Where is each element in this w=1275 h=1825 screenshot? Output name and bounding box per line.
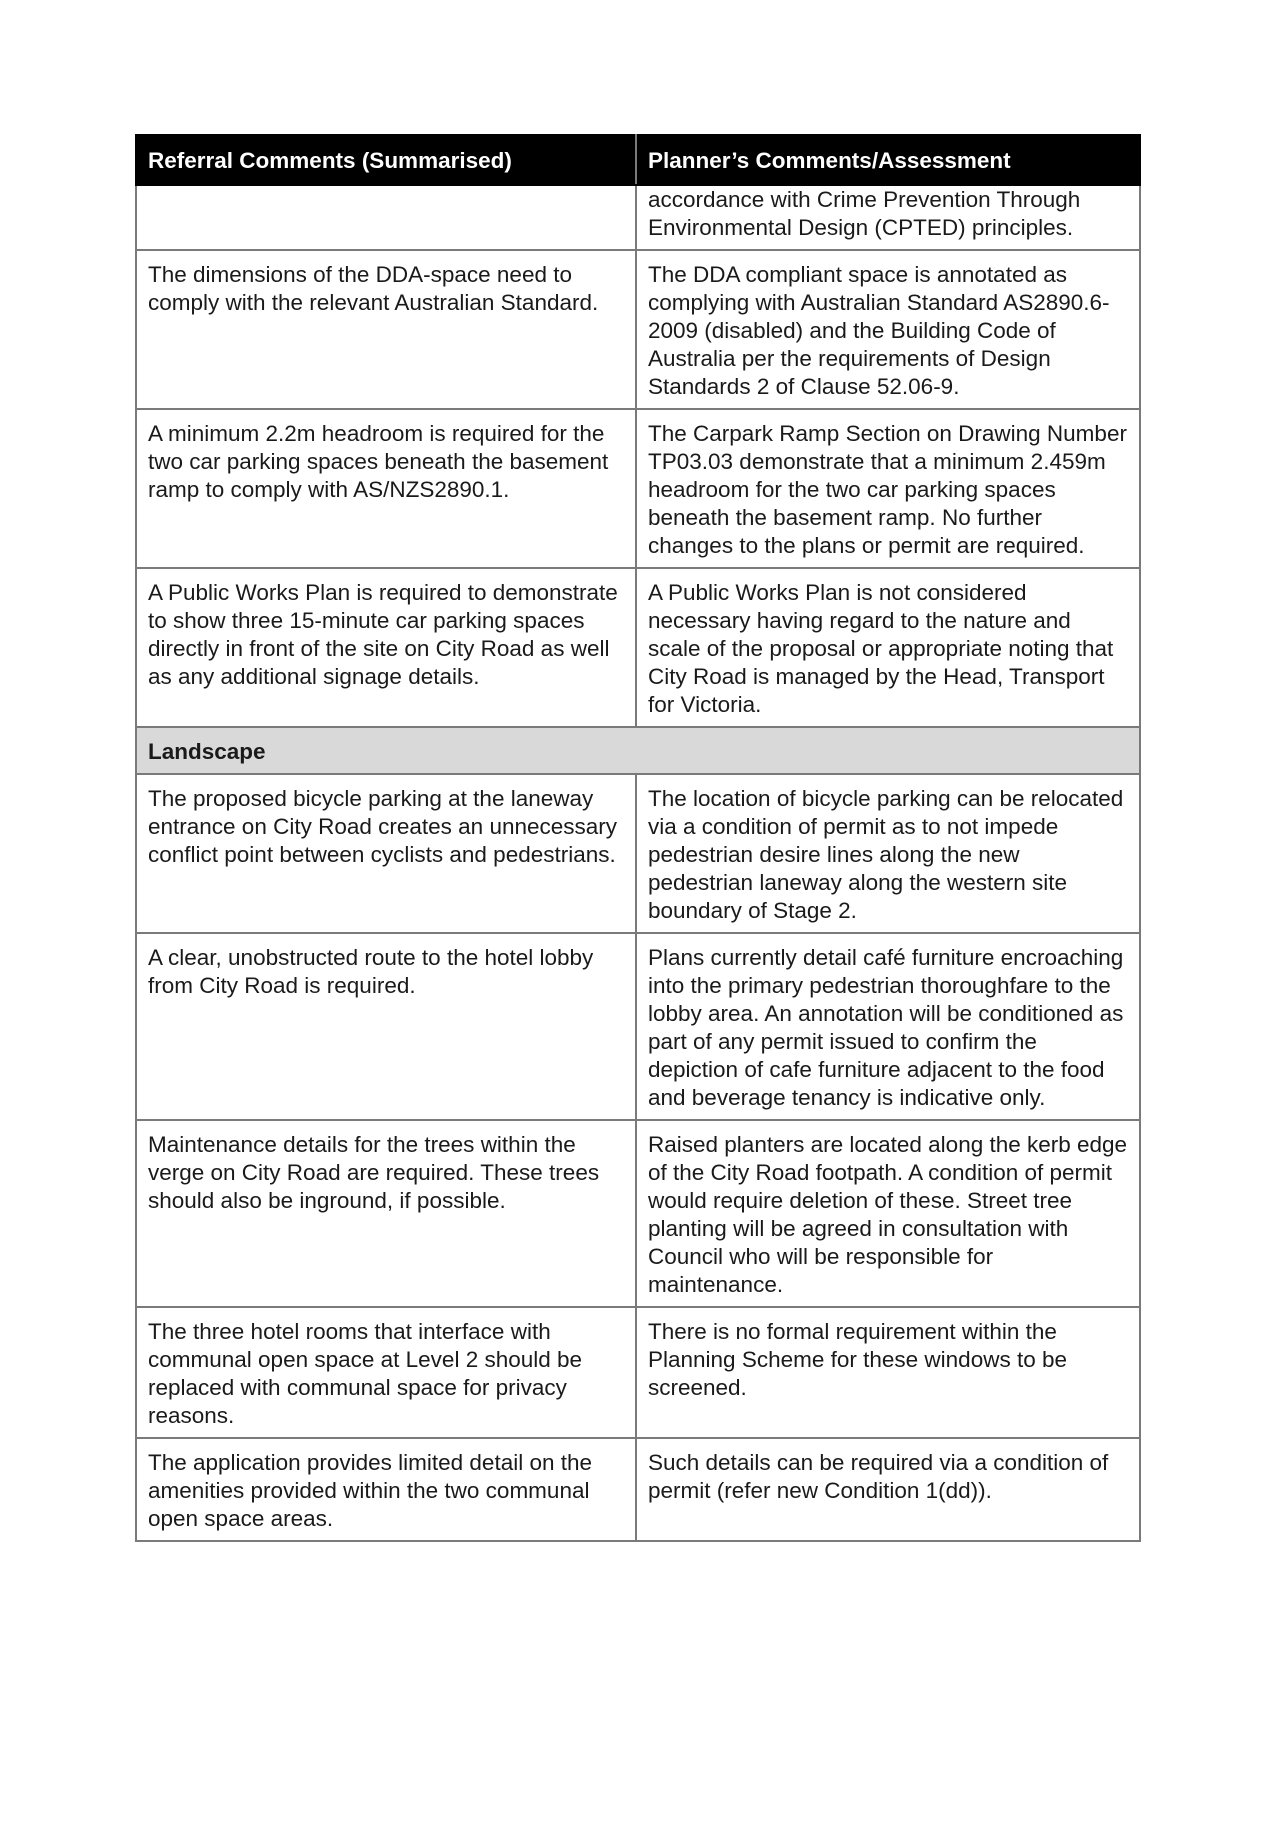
planner-cell: Plans currently detail café furniture encroaching into the primary pedestrian thoroughfare to the lobby area. An annotation will be conditioned as part of any permit issued to confirm the depiction of cafe furniture adjacent to the food and beverage tenancy is indicative only.	[636, 933, 1140, 1120]
planner-cell: accordance with Crime Prevention Through Environmental Design (CPTED) principles.	[636, 185, 1140, 250]
table-header-row	[136, 135, 1140, 185]
planner-cell: There is no formal requirement within the Planning Scheme for these windows to be screened.	[636, 1307, 1140, 1438]
table-row	[136, 1438, 1140, 1541]
section-heading-landscape: Landscape	[136, 727, 1140, 774]
table-row	[136, 250, 1140, 409]
table-row	[136, 185, 1140, 250]
referral-comments-table	[135, 134, 1141, 1542]
referral-cell: The proposed bicycle parking at the laneway entrance on City Road creates an unnecessary conflict point between cyclists and pedestrians.	[136, 774, 636, 933]
table-row	[136, 1120, 1140, 1307]
header-planner-comments: Planner’s Comments/Assessment	[636, 135, 1140, 185]
referral-cell: Maintenance details for the trees within the verge on City Road are required. These trees should also be inground, if possible.	[136, 1120, 636, 1307]
planner-cell: Raised planters are located along the kerb edge of the City Road footpath. A condition of permit would require deletion of these. Street tree planting will be agreed in consultation with Council who will be responsible for maintenance.	[636, 1120, 1140, 1307]
referral-cell: The application provides limited detail on the amenities provided within the two communal open space areas.	[136, 1438, 636, 1541]
referral-cell: The three hotel rooms that interface with communal open space at Level 2 should be replaced with communal space for privacy reasons.	[136, 1307, 636, 1438]
referral-cell: The dimensions of the DDA-space need to comply with the relevant Australian Standard.	[136, 250, 636, 409]
planner-cell: The location of bicycle parking can be relocated via a condition of permit as to not impede pedestrian desire lines along the new pedestrian laneway along the western site boundary of Stage 2.	[636, 774, 1140, 933]
referral-cell	[136, 185, 636, 250]
table-row	[136, 933, 1140, 1120]
referral-cell: A clear, unobstructed route to the hotel lobby from City Road is required.	[136, 933, 636, 1120]
planner-cell: The Carpark Ramp Section on Drawing Number TP03.03 demonstrate that a minimum 2.459m headroom for the two car parking spaces beneath the basement ramp. No further changes to the plans or permit are required.	[636, 409, 1140, 568]
table-row	[136, 1307, 1140, 1438]
planner-cell: A Public Works Plan is not considered necessary having regard to the nature and scale of the proposal or appropriate noting that City Road is managed by the Head, Transport for Victoria.	[636, 568, 1140, 727]
table-row	[136, 409, 1140, 568]
table-row	[136, 774, 1140, 933]
referral-cell: A minimum 2.2m headroom is required for the two car parking spaces beneath the basement ramp to comply with AS/NZS2890.1.	[136, 409, 636, 568]
header-referral-comments: Referral Comments (Summarised)	[136, 135, 636, 185]
planner-cell: The DDA compliant space is annotated as complying with Australian Standard AS2890.6-2009 (disabled) and the Building Code of Australia per the requirements of Design Standards 2 of Clause 52.06-9.	[636, 250, 1140, 409]
section-header-row	[136, 727, 1140, 774]
table-row	[136, 568, 1140, 727]
planner-cell: Such details can be required via a condition of permit (refer new Condition 1(dd)).	[636, 1438, 1140, 1541]
referral-cell: A Public Works Plan is required to demonstrate to show three 15-minute car parking spaces directly in front of the site on City Road as well as any additional signage details.	[136, 568, 636, 727]
